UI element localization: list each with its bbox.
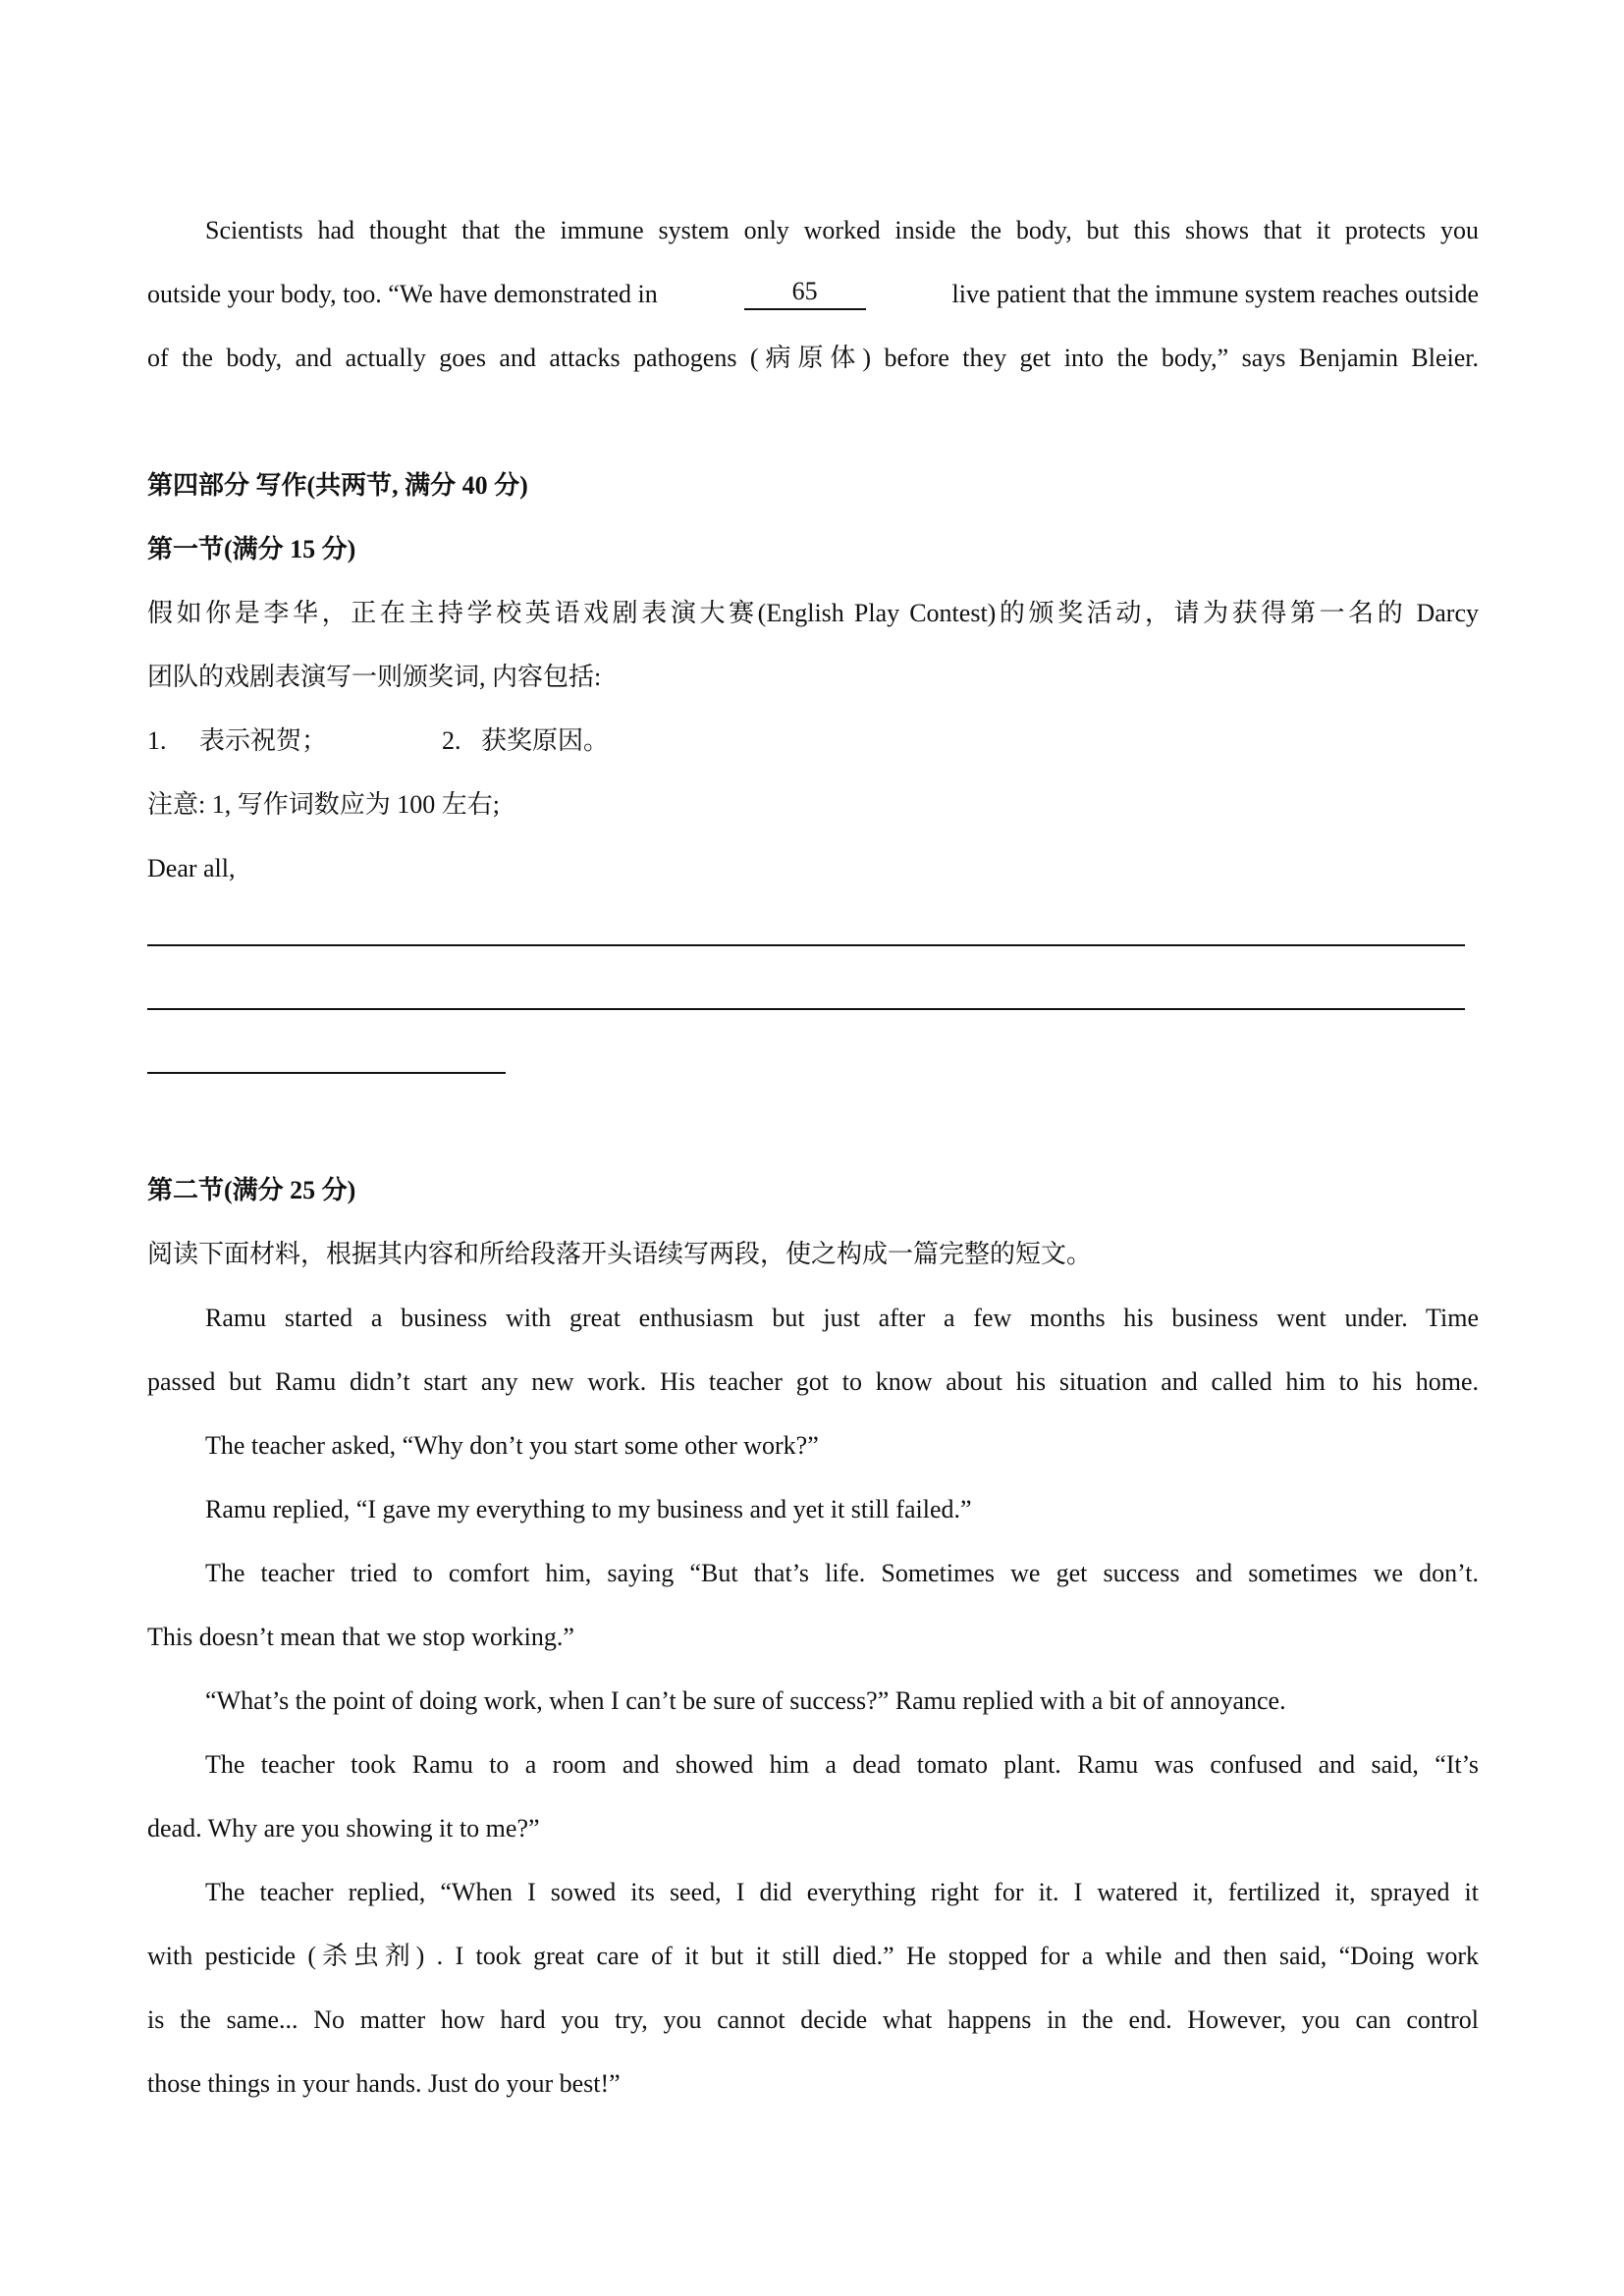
passage-line-with-blank: [147, 279, 1479, 310]
part4-heading: 第四部分 写作(共两节, 满分 40 分): [147, 471, 528, 500]
section1-note: 注意: 1, 写作词数应为 100 左右;: [147, 790, 500, 819]
passage-line: Scientists had thought that the immune system only worked inside the body, but this shows that it protects you: [205, 216, 1479, 244]
story-line: Ramu replied, “I gave my everything to my business and yet it still failed.”: [205, 1495, 972, 1523]
requirement-text: 表示祝贺；: [199, 726, 328, 755]
story-line: The teacher replied, “When I sowed its seed, I did everything right for it. I watered it, fertilized it, sprayed it: [205, 1878, 1479, 1906]
story-line: Ramu started a business with great enthusiasm but just after a few months his business went under. Time: [205, 1304, 1479, 1332]
letter-salutation: Dear all,: [147, 854, 236, 882]
section1-prompt-line: 假如你是李华，正在主持学校英语戏剧表演大赛(English Play Contest)的颁奖活动，请为获得第一名的 Darcy: [147, 599, 1479, 627]
story-line: The teacher tried to comfort him, saying “But that’s life. Sometimes we get success and sometimes we don’t.: [205, 1559, 1479, 1587]
writing-line[interactable]: [147, 1008, 1465, 1010]
passage-line-segment: outside your body, too. “We have demonstrated in: [147, 280, 658, 308]
writing-line[interactable]: [147, 944, 1465, 946]
story-line: those things in your hands. Just do your best!”: [147, 2069, 621, 2098]
writing-line[interactable]: [147, 1072, 506, 1074]
story-line: This doesn’t mean that we stop working.”: [147, 1623, 574, 1651]
section2-heading: 第二节(满分 25 分): [147, 1176, 356, 1204]
story-line: The teacher asked, “Why don’t you start some other work?”: [205, 1431, 819, 1460]
story-line: “What’s the point of doing work, when I can’t be sure of success?” Ramu replied with a bit of annoyance.: [205, 1686, 1286, 1715]
passage-line-segment: live patient that the immune system reaches outside: [951, 280, 1479, 308]
section1-prompt-line: 团队的戏剧表演写一则颁奖词, 内容包括:: [147, 663, 602, 691]
passage-line: of the body, and actually goes and attacks pathogens (病原体) before they get into the body,” says Benjamin Bleier.: [147, 344, 1479, 372]
section1-heading: 第一节(满分 15 分): [147, 535, 356, 563]
requirement-number: 2.: [442, 726, 461, 755]
story-line: is the same... No matter how hard you try, you cannot decide what happens in the end. However, you can control: [147, 2005, 1479, 2034]
story-line: with pesticide (杀虫剂) . I took great care of it but it still died.” He stopped for a while and then said, “Doing work: [147, 1942, 1479, 1970]
story-line: dead. Why are you showing it to me?”: [147, 1814, 540, 1842]
requirement-text: 获奖原因。: [481, 726, 610, 755]
story-line: The teacher took Ramu to a room and showed him a dead tomato plant. Ramu was confused and said, “It’s: [205, 1750, 1479, 1779]
requirement-number: 1.: [147, 726, 167, 755]
cloze-blank-65[interactable]: 65: [744, 279, 866, 310]
story-line: passed but Ramu didn’t start any new work. His teacher got to know about his situation and called him to his home.: [147, 1367, 1479, 1396]
section2-instruction: 阅读下面材料，根据其内容和所给段落开头语续写两段，使之构成一篇完整的短文。: [147, 1240, 1093, 1268]
